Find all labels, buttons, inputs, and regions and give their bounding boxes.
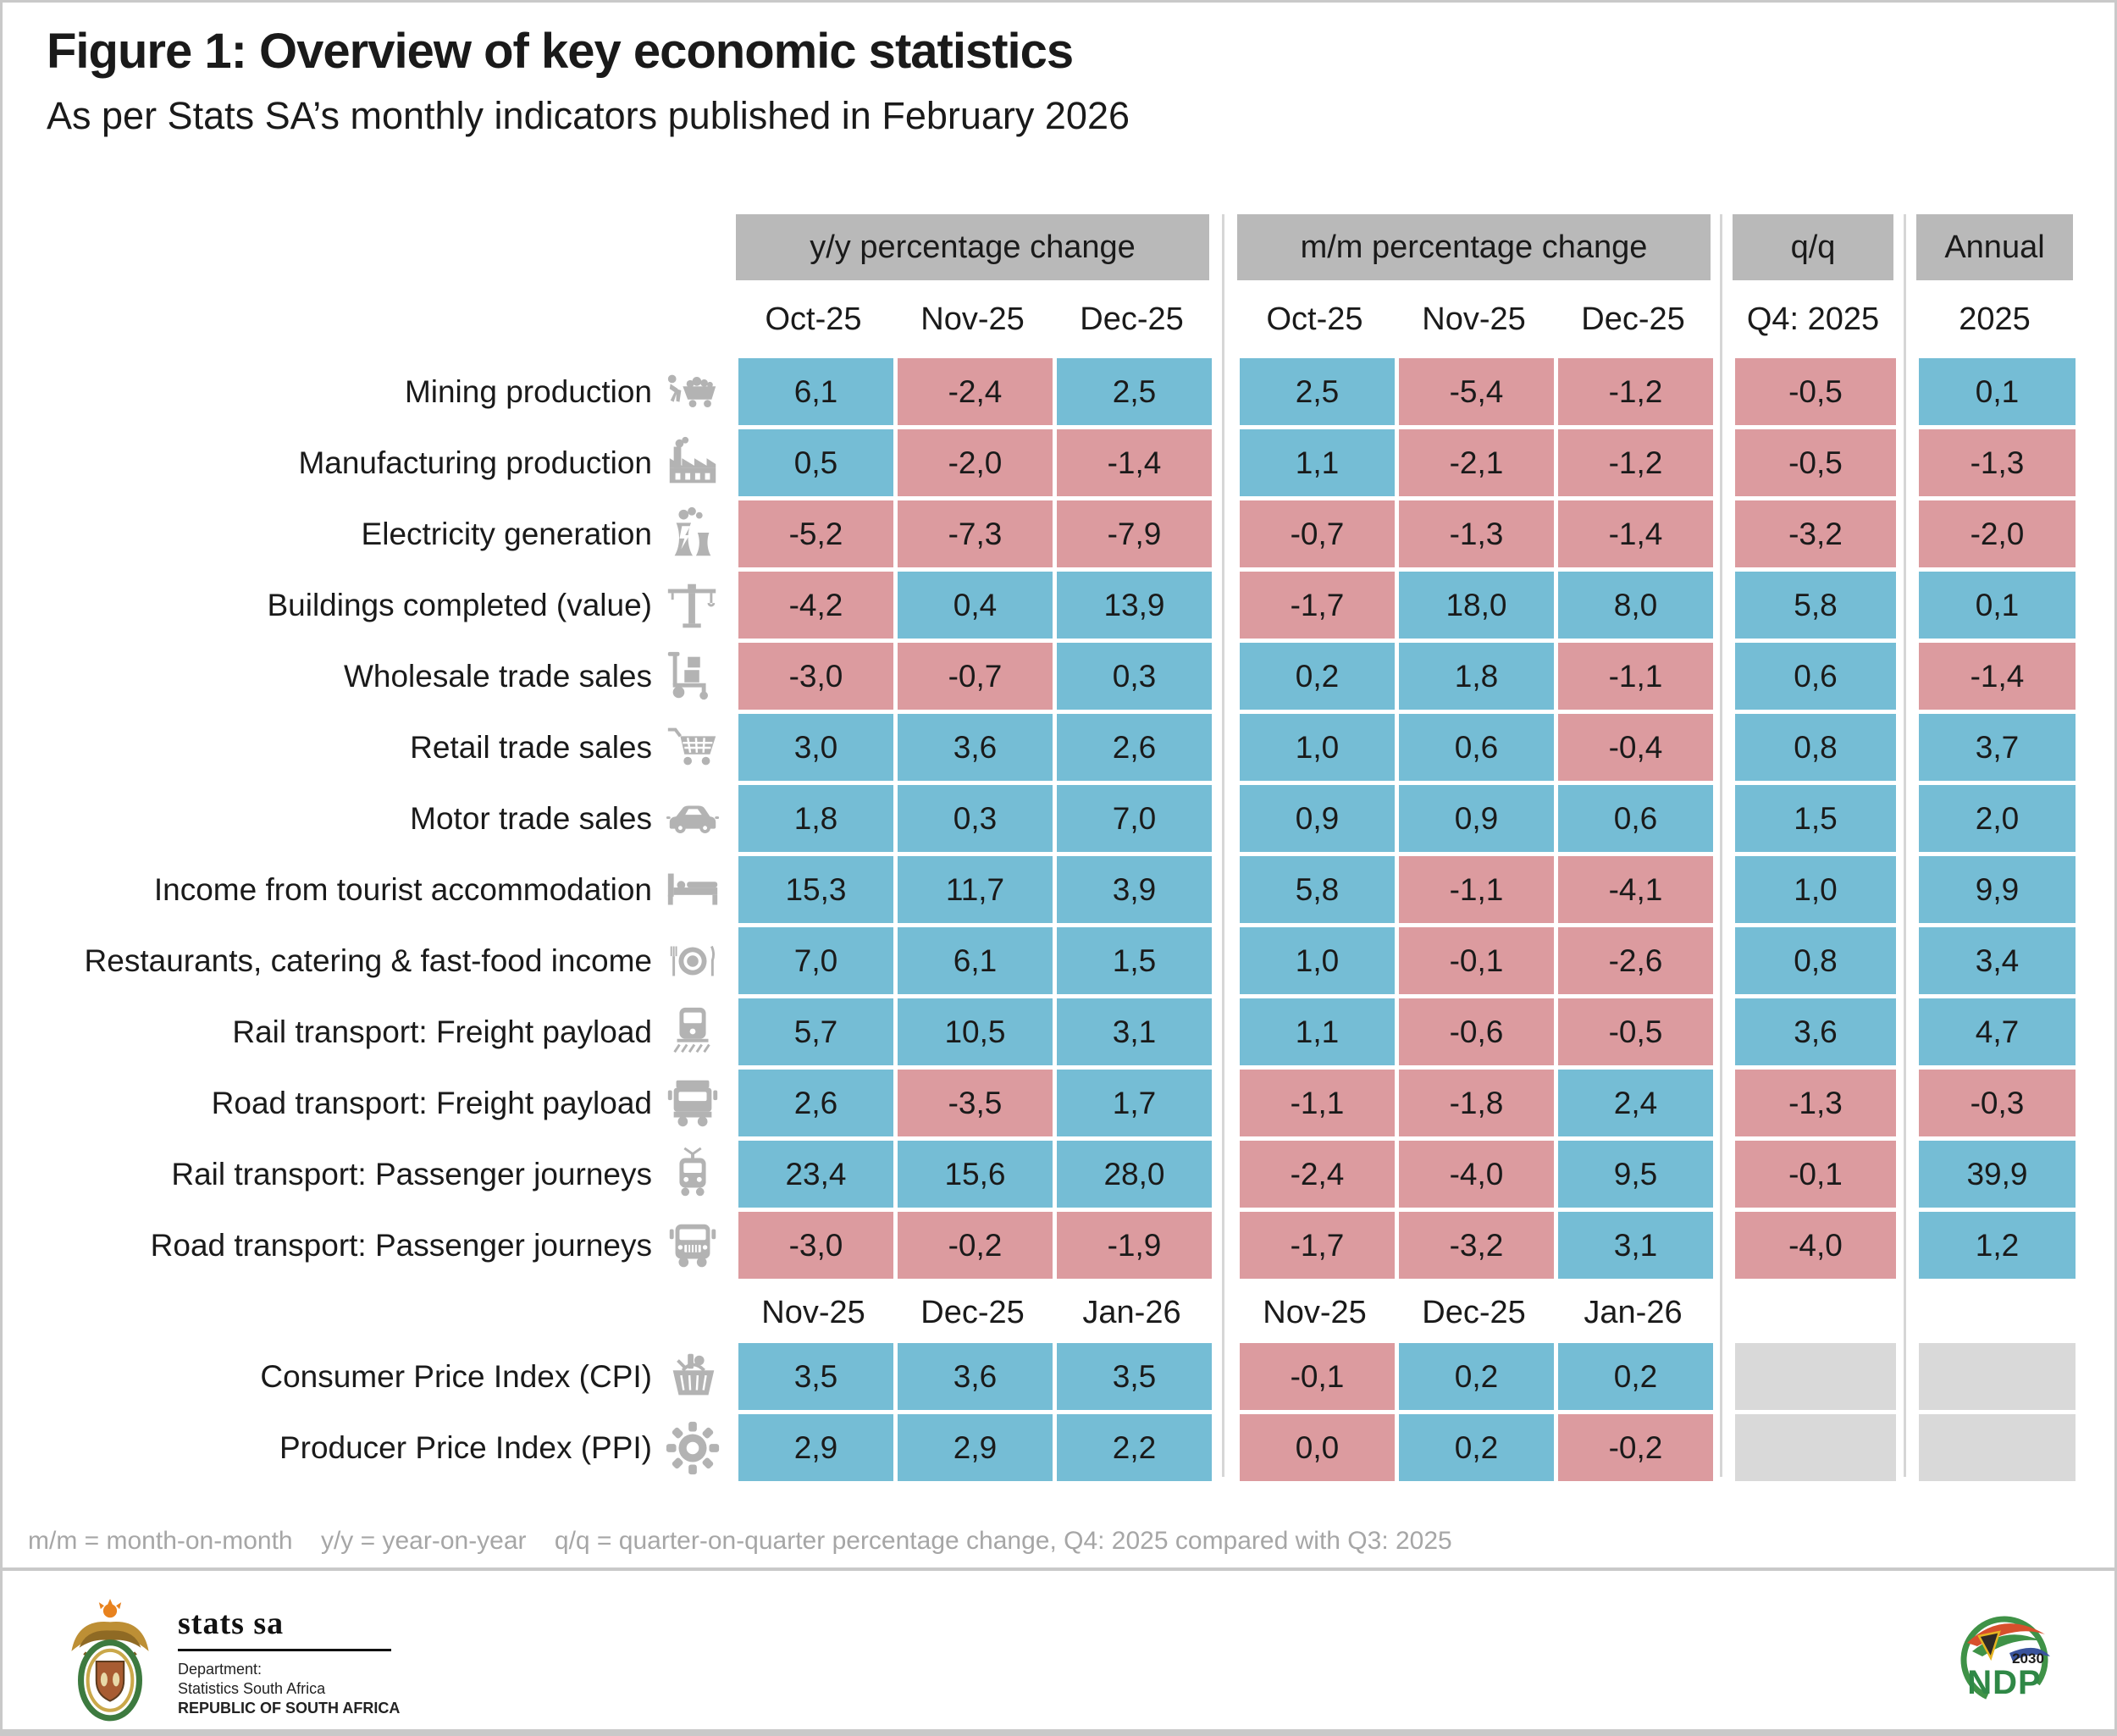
footer-divider-line bbox=[3, 1567, 2117, 1571]
value-cell: -1,1 bbox=[1558, 643, 1713, 710]
value-cell: 15,6 bbox=[898, 1141, 1053, 1208]
value-cell: 0,8 bbox=[1735, 714, 1896, 781]
value-cell: -1,4 bbox=[1057, 429, 1212, 496]
empty-cell bbox=[1735, 1414, 1896, 1481]
table-row bbox=[47, 856, 2079, 923]
row-label: Wholesale trade sales bbox=[343, 658, 652, 694]
value-cell: 6,1 bbox=[898, 927, 1053, 994]
row-label: Buildings completed (value) bbox=[267, 587, 652, 622]
value-cell: 2,9 bbox=[898, 1414, 1053, 1481]
department-line2: Statistics South Africa bbox=[178, 1680, 326, 1697]
group-divider-2 bbox=[1720, 214, 1722, 1477]
table-row bbox=[47, 714, 2079, 781]
value-cell: -7,3 bbox=[898, 500, 1053, 567]
value-cell: -1,3 bbox=[1735, 1070, 1896, 1136]
row-label: Road transport: Freight payload bbox=[211, 1085, 652, 1120]
wordmark-underline bbox=[178, 1649, 391, 1651]
value-cell: 0,9 bbox=[1399, 785, 1554, 852]
table-row bbox=[47, 358, 2079, 425]
table-row bbox=[47, 1343, 2079, 1410]
value-cell: 11,7 bbox=[898, 856, 1053, 923]
value-cell: 1,2 bbox=[1919, 1212, 2076, 1279]
value-cell: -0,1 bbox=[1240, 1343, 1395, 1410]
table-row bbox=[47, 1070, 2079, 1136]
month-label: Q4: 2025 bbox=[1746, 301, 1880, 337]
value-cell: -2,4 bbox=[1240, 1141, 1395, 1208]
month-label: Dec-25 bbox=[1422, 1295, 1526, 1330]
group-divider-3 bbox=[1904, 214, 1906, 1477]
value-cell: -3,2 bbox=[1735, 500, 1896, 567]
value-cell: 0,1 bbox=[1919, 572, 2076, 639]
value-cell: -0,6 bbox=[1399, 998, 1554, 1065]
value-cell: 1,5 bbox=[1735, 785, 1896, 852]
value-cell: -0,5 bbox=[1735, 358, 1896, 425]
value-cell: -1,7 bbox=[1240, 1212, 1395, 1279]
figure-title: Figure 1: Overview of key economic statistics bbox=[47, 24, 1074, 79]
cpi-basket-icon bbox=[659, 1343, 727, 1410]
value-cell: -1,4 bbox=[1558, 500, 1713, 567]
mining-cart-icon bbox=[659, 358, 727, 425]
value-cell: -0,2 bbox=[1558, 1414, 1713, 1481]
row-label: Mining production bbox=[404, 373, 652, 409]
month-label: Nov-25 bbox=[1263, 1295, 1367, 1330]
empty-cell bbox=[1919, 1343, 2076, 1410]
value-cell: 3,1 bbox=[1057, 998, 1212, 1065]
value-cell: 1,0 bbox=[1240, 927, 1395, 994]
value-cell: -3,5 bbox=[898, 1070, 1053, 1136]
value-cell: -0,5 bbox=[1558, 998, 1713, 1065]
figure-subtitle: As per Stats SA’s monthly indicators published in February 2026 bbox=[47, 94, 1130, 137]
factory-icon bbox=[659, 429, 727, 496]
value-cell: 3,0 bbox=[738, 714, 893, 781]
value-cell: 2,5 bbox=[1057, 358, 1212, 425]
month-label: Dec-25 bbox=[1581, 301, 1685, 337]
value-cell: 3,5 bbox=[1057, 1343, 1212, 1410]
value-cell: 28,0 bbox=[1057, 1141, 1212, 1208]
value-cell: 2,6 bbox=[738, 1070, 893, 1136]
value-cell: 15,3 bbox=[738, 856, 893, 923]
value-cell: 0,6 bbox=[1399, 714, 1554, 781]
table-row bbox=[47, 500, 2079, 567]
value-cell: 1,0 bbox=[1735, 856, 1896, 923]
value-cell: 2,9 bbox=[738, 1414, 893, 1481]
row-label: Rail transport: Passenger journeys bbox=[171, 1156, 652, 1191]
value-cell: 7,0 bbox=[738, 927, 893, 994]
value-cell: -0,7 bbox=[898, 643, 1053, 710]
value-cell: 3,4 bbox=[1919, 927, 2076, 994]
value-cell: 6,1 bbox=[738, 358, 893, 425]
value-cell: -1,4 bbox=[1919, 643, 2076, 710]
value-cell: -0,1 bbox=[1399, 927, 1554, 994]
bed-icon bbox=[659, 856, 727, 923]
value-cell: 1,1 bbox=[1240, 998, 1395, 1065]
empty-cell bbox=[1919, 1414, 2076, 1481]
group-header-annual: Annual bbox=[1916, 214, 2073, 280]
value-cell: 0,8 bbox=[1735, 927, 1896, 994]
train-icon bbox=[659, 998, 727, 1065]
row-label: Rail transport: Freight payload bbox=[232, 1014, 652, 1049]
group-header-row bbox=[47, 214, 2079, 280]
value-cell: -0,5 bbox=[1735, 429, 1896, 496]
row-label: Manufacturing production bbox=[298, 445, 652, 480]
value-cell: 0,3 bbox=[1057, 643, 1212, 710]
value-cell: 8,0 bbox=[1558, 572, 1713, 639]
value-cell: -4,0 bbox=[1735, 1212, 1896, 1279]
months-header-main bbox=[47, 280, 2079, 358]
coat-of-arms-icon bbox=[66, 1598, 154, 1727]
truck-icon bbox=[659, 1070, 727, 1136]
value-cell: 1,5 bbox=[1057, 927, 1212, 994]
value-cell: -5,2 bbox=[738, 500, 893, 567]
value-cell: 3,6 bbox=[1735, 998, 1896, 1065]
month-label: Oct-25 bbox=[765, 301, 862, 337]
value-cell: 5,8 bbox=[1240, 856, 1395, 923]
value-cell: 13,9 bbox=[1057, 572, 1212, 639]
value-cell: -2,0 bbox=[1919, 500, 2076, 567]
group-header-yy: y/y percentage change bbox=[736, 214, 1209, 280]
value-cell: 39,9 bbox=[1919, 1141, 2076, 1208]
month-label: Nov-25 bbox=[1422, 301, 1526, 337]
table-row bbox=[47, 429, 2079, 496]
value-cell: 3,9 bbox=[1057, 856, 1212, 923]
table-row bbox=[47, 785, 2079, 852]
month-label: Oct-25 bbox=[1266, 301, 1363, 337]
value-cell: 0,2 bbox=[1558, 1343, 1713, 1410]
value-cell: 1,8 bbox=[738, 785, 893, 852]
value-cell: 2,2 bbox=[1057, 1414, 1212, 1481]
value-cell: 0,5 bbox=[738, 429, 893, 496]
ndp-year-label: 2030 bbox=[2012, 1650, 2044, 1667]
value-cell: -2,1 bbox=[1399, 429, 1554, 496]
table-row bbox=[47, 572, 2079, 639]
value-cell: -1,3 bbox=[1919, 429, 2076, 496]
value-cell: 23,4 bbox=[738, 1141, 893, 1208]
value-cell: -1,2 bbox=[1558, 358, 1713, 425]
value-cell: -3,0 bbox=[738, 1212, 893, 1279]
ndp-2030-logo bbox=[1955, 1603, 2057, 1710]
value-cell: -1,9 bbox=[1057, 1212, 1212, 1279]
row-label: Electricity generation bbox=[361, 516, 652, 551]
value-cell: 0,0 bbox=[1240, 1414, 1395, 1481]
value-cell: -3,2 bbox=[1399, 1212, 1554, 1279]
table-row bbox=[47, 643, 2079, 710]
group-header-mm: m/m percentage change bbox=[1237, 214, 1711, 280]
value-cell: 5,7 bbox=[738, 998, 893, 1065]
value-cell: 0,9 bbox=[1240, 785, 1395, 852]
value-cell: 18,0 bbox=[1399, 572, 1554, 639]
row-label: Consumer Price Index (CPI) bbox=[260, 1358, 652, 1394]
value-cell: 7,0 bbox=[1057, 785, 1212, 852]
value-cell: -0,2 bbox=[898, 1212, 1053, 1279]
table-row bbox=[47, 998, 2079, 1065]
value-cell: 4,7 bbox=[1919, 998, 2076, 1065]
value-cell: 10,5 bbox=[898, 998, 1053, 1065]
value-cell: -2,6 bbox=[1558, 927, 1713, 994]
month-label: Nov-25 bbox=[920, 301, 1025, 337]
value-cell: 0,3 bbox=[898, 785, 1053, 852]
value-cell: -2,4 bbox=[898, 358, 1053, 425]
value-cell: 3,6 bbox=[898, 1343, 1053, 1410]
value-cell: -0,4 bbox=[1558, 714, 1713, 781]
value-cell: -4,1 bbox=[1558, 856, 1713, 923]
indicators-table bbox=[47, 214, 2079, 1485]
ndp-wordmark: NDP bbox=[1967, 1664, 2042, 1701]
months-row bbox=[47, 280, 2079, 358]
month-label: Jan-26 bbox=[1584, 1295, 1683, 1330]
value-cell: -1,3 bbox=[1399, 500, 1554, 567]
value-cell: 0,6 bbox=[1558, 785, 1713, 852]
value-cell: 0,2 bbox=[1240, 643, 1395, 710]
group-header-qq: q/q bbox=[1733, 214, 1893, 280]
row-label: Restaurants, catering & fast-food income bbox=[84, 943, 652, 978]
row-label: Income from tourist accommodation bbox=[153, 871, 652, 907]
table-row bbox=[47, 1414, 2079, 1481]
month-label: 2025 bbox=[1959, 301, 2031, 337]
value-cell: 2,5 bbox=[1240, 358, 1395, 425]
value-cell: -0,7 bbox=[1240, 500, 1395, 567]
value-cell: -1,1 bbox=[1399, 856, 1554, 923]
value-cell: 3,1 bbox=[1558, 1212, 1713, 1279]
value-cell: 2,0 bbox=[1919, 785, 2076, 852]
car-icon bbox=[659, 785, 727, 852]
stats-sa-logo-block bbox=[66, 1598, 400, 1727]
value-cell: -1,8 bbox=[1399, 1070, 1554, 1136]
value-cell: 1,0 bbox=[1240, 714, 1395, 781]
empty-cell bbox=[1735, 1343, 1896, 1410]
row-label: Retail trade sales bbox=[410, 729, 652, 765]
value-cell: 9,9 bbox=[1919, 856, 2076, 923]
bus-icon bbox=[659, 1212, 727, 1279]
value-cell: -5,4 bbox=[1399, 358, 1554, 425]
power-plant-icon bbox=[659, 500, 727, 567]
tram-icon bbox=[659, 1141, 727, 1208]
value-cell: 1,1 bbox=[1240, 429, 1395, 496]
value-cell: -1,1 bbox=[1240, 1070, 1395, 1136]
value-cell: 3,6 bbox=[898, 714, 1053, 781]
row-label: Road transport: Passenger journeys bbox=[150, 1227, 652, 1263]
value-cell: 0,1 bbox=[1919, 358, 2076, 425]
value-cell: 2,4 bbox=[1558, 1070, 1713, 1136]
value-cell: -0,1 bbox=[1735, 1141, 1896, 1208]
ppi-gear-icon bbox=[659, 1414, 727, 1481]
month-label: Nov-25 bbox=[761, 1295, 865, 1330]
table-row bbox=[47, 1212, 2079, 1279]
value-cell: 3,7 bbox=[1919, 714, 2076, 781]
value-cell: -3,0 bbox=[738, 643, 893, 710]
value-cell: 1,8 bbox=[1399, 643, 1554, 710]
table-row bbox=[47, 1141, 2079, 1208]
table-row bbox=[47, 927, 2079, 994]
value-cell: 0,2 bbox=[1399, 1343, 1554, 1410]
months-header-price bbox=[47, 1283, 2079, 1343]
value-cell: -1,2 bbox=[1558, 429, 1713, 496]
header-spacer bbox=[47, 214, 724, 280]
group-divider-1 bbox=[1222, 214, 1224, 1477]
month-label: Dec-25 bbox=[920, 1295, 1025, 1330]
months-row bbox=[47, 1283, 2079, 1343]
month-label: Jan-26 bbox=[1082, 1295, 1181, 1330]
value-cell: -1,7 bbox=[1240, 572, 1395, 639]
value-cell: 2,6 bbox=[1057, 714, 1212, 781]
value-cell: 0,6 bbox=[1735, 643, 1896, 710]
value-cell: 0,2 bbox=[1399, 1414, 1554, 1481]
department-line3: REPUBLIC OF SOUTH AFRICA bbox=[178, 1700, 401, 1717]
shopping-cart-icon bbox=[659, 714, 727, 781]
row-label: Producer Price Index (PPI) bbox=[279, 1429, 652, 1465]
restaurant-icon bbox=[659, 927, 727, 994]
value-cell: -4,2 bbox=[738, 572, 893, 639]
crane-icon bbox=[659, 572, 727, 639]
stats-sa-wordmark: stats sa bbox=[178, 1606, 285, 1641]
row-label: Motor trade sales bbox=[410, 800, 652, 836]
value-cell: 1,7 bbox=[1057, 1070, 1212, 1136]
rows-main bbox=[47, 358, 2079, 1279]
rows-price bbox=[47, 1343, 2079, 1481]
value-cell: 3,5 bbox=[738, 1343, 893, 1410]
value-cell: -0,3 bbox=[1919, 1070, 2076, 1136]
value-cell: -4,0 bbox=[1399, 1141, 1554, 1208]
footnote: m/m = month-on-month y/y = year-on-year q/q = quarter-on-quarter percentage change, Q4: 2025 compared with Q3: 2025 bbox=[28, 1527, 1452, 1555]
department-line1: Department: bbox=[178, 1661, 263, 1678]
value-cell: -2,0 bbox=[898, 429, 1053, 496]
value-cell: 9,5 bbox=[1558, 1141, 1713, 1208]
value-cell: 5,8 bbox=[1735, 572, 1896, 639]
pallet-truck-icon bbox=[659, 643, 727, 710]
month-label: Dec-25 bbox=[1080, 301, 1184, 337]
value-cell: -7,9 bbox=[1057, 500, 1212, 567]
value-cell: 0,4 bbox=[898, 572, 1053, 639]
